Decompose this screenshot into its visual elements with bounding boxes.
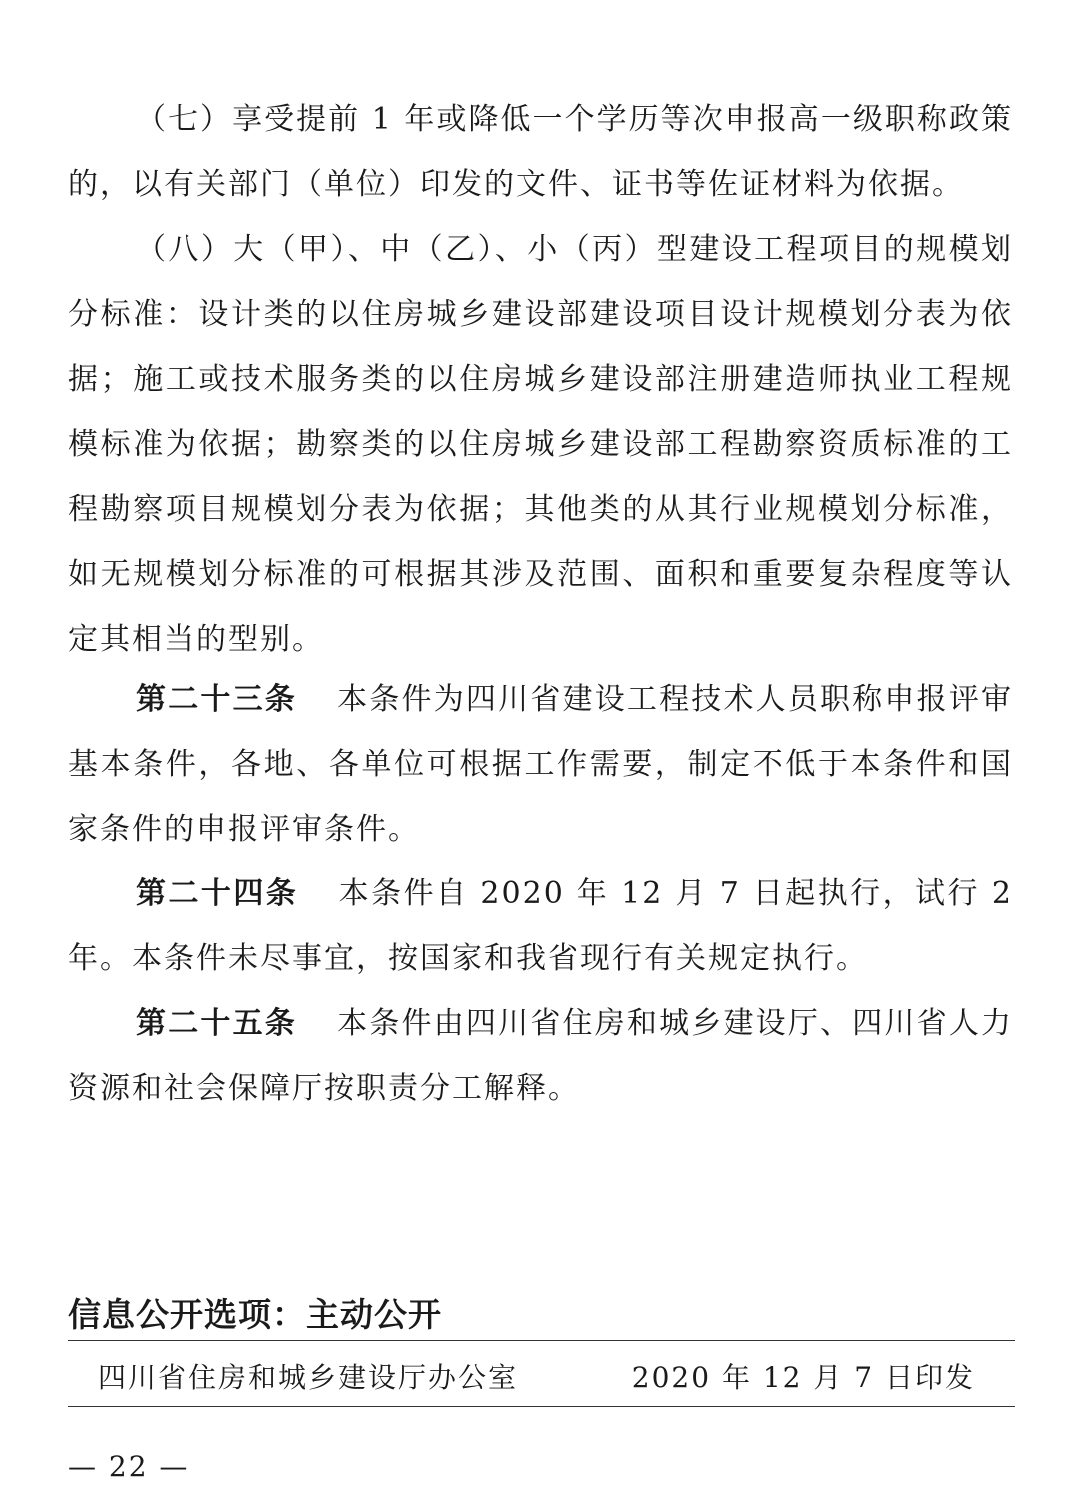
article-25-title: 第二十五条: [136, 1006, 297, 1041]
article-23-title: 第二十三条: [136, 682, 297, 717]
footer-bottom-rule: [68, 1406, 1015, 1407]
footer-top-rule: [68, 1340, 1015, 1341]
issuing-office: 四川省住房和城乡建设厅办公室: [98, 1361, 519, 1394]
article-25-body: 本条件由四川省住房和城乡建设厅、四川省人力资源和社会保障厅按职责分工解释。: [68, 1006, 1014, 1106]
paragraph-item-7: （七）享受提前 1 年或降低一个学历等次申报高一级职称政策的，以有关部门（单位）印发的文件、证书等佐证材料为依据。: [68, 102, 1013, 202]
page-number: — 22 —: [68, 1450, 190, 1483]
article-25: [68, 991, 1013, 1121]
disclosure-option: 信息公开选项：主动公开: [68, 1295, 442, 1334]
article-23: [68, 667, 1013, 862]
issue-date: 2020 年 12 月 7 日印发: [631, 1361, 975, 1394]
paragraph-item-8: （八）大（甲）、中（乙）、小（丙）型建设工程项目的规模划分标准：设计类的以住房城乡建设部建设项目设计规模划分表为依据；施工或技术服务类的以住房城乡建设部注册建造师执业工程规模标准为依据；勘察类的以住房城乡建设部工程勘察资质标准的工程勘察项目规模划分表为依据；其他类的从其行业规模划分标准，如无规模划分标准的可根据其涉及范围、面积和重要复杂程度等认定其相当的型别。: [68, 232, 1013, 657]
article-23-body: 本条件为四川省建设工程技术人员职称申报评审基本条件，各地、各单位可根据工作需要，制定不低于本条件和国家条件的申报评审条件。: [68, 682, 1014, 847]
article-24-title: 第二十四条: [136, 876, 299, 911]
article-24-body: 本条件自 2020 年 12 月 7 日起执行，试行 2 年。本条件未尽事宜，按国家和我省现行有关规定执行。: [68, 876, 1014, 976]
article-24: [68, 861, 1013, 991]
